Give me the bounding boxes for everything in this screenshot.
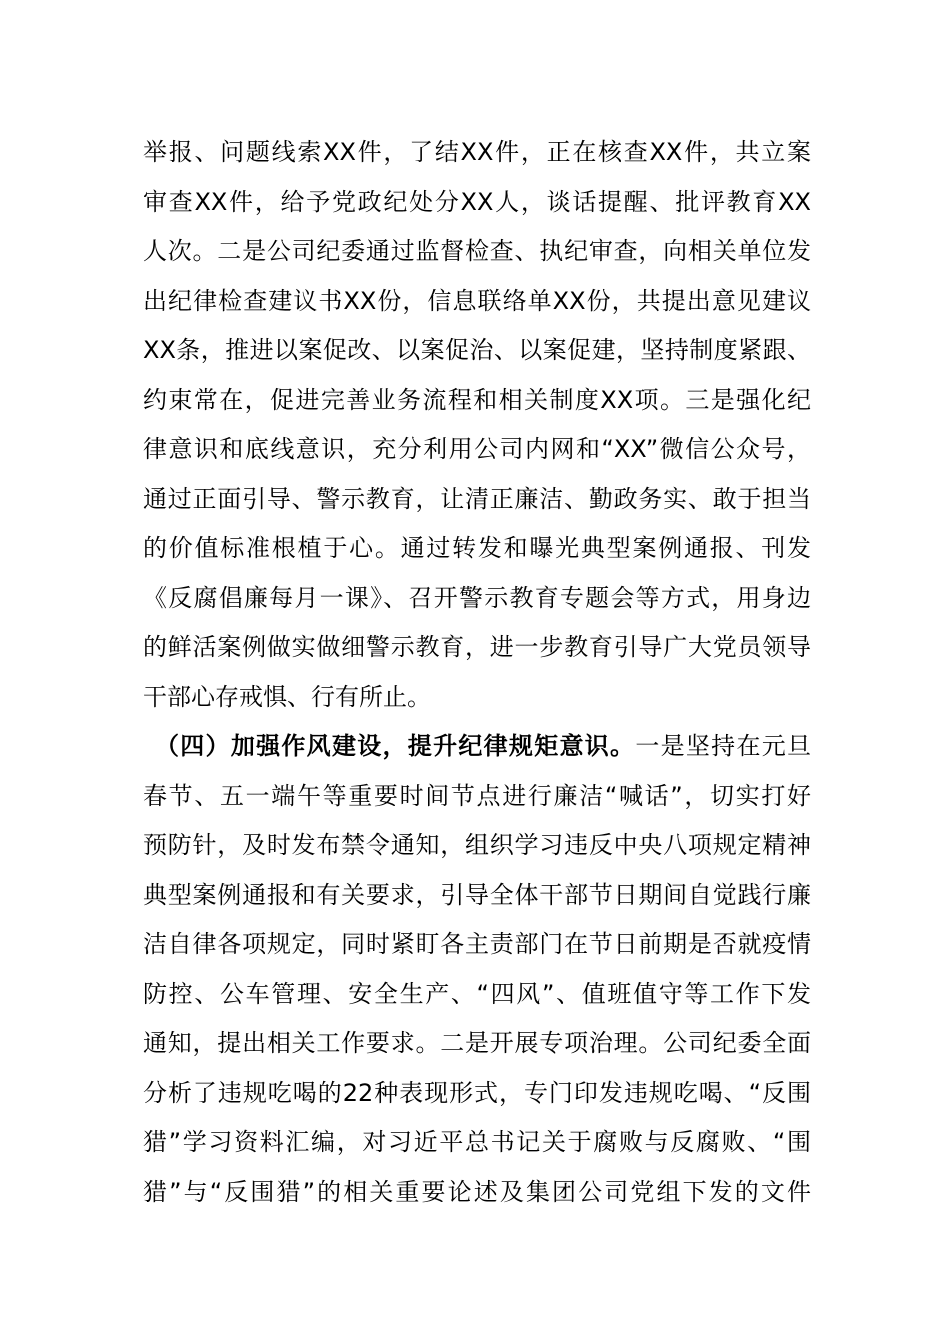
- paragraph-line: 典型案例通报和有关要求，引导全体干部节日期间自觉践行廉: [143, 880, 811, 909]
- paragraph-line: 的价值标准根植于心。通过转发和曝光典型案例通报、刊发: [143, 534, 811, 562]
- paragraph-line: 通知，提出相关工作要求。二是开展专项治理。公司纪委全面: [143, 1029, 811, 1057]
- paragraph-line: 分析了违规吃喝的22种表现形式，专门印发违规吃喝、“反围: [143, 1078, 811, 1107]
- paragraph-line: 人次。二是公司纪委通过监督检查、执纪审查，向相关单位发: [143, 237, 811, 265]
- paragraph-line: 洁自律各项规定，同时紧盯各主责部门在节日前期是否就疫情: [143, 930, 811, 958]
- paragraph-line: 《反腐倡廉每月一课》、召开警示教育专题会等方式，用身边: [143, 583, 811, 612]
- document-body: [143, 128, 811, 1217]
- paragraph-line: 出纪律检查建议书XX份，信息联络单XX份，共提出意见建议: [143, 286, 811, 315]
- section-first-line-text: 一是坚持在元旦: [635, 732, 812, 760]
- paragraph-line: 春节、五一端午等重要时间节点进行廉洁“喊话”，切实打好: [143, 781, 811, 810]
- paragraph-line: 举报、问题线索XX件，了结XX件，正在核查XX件，共立案: [143, 138, 811, 166]
- paragraph-line: 干部心存戒惧、行有所止。: [143, 682, 431, 711]
- paragraph-line: XX条，推进以案促改、以案促治、以案促建，坚持制度紧跟、: [143, 336, 811, 364]
- paragraph-line: 律意识和底线意识，充分利用公司内网和“XX”微信公众号，: [143, 435, 811, 463]
- paragraph-line: 猎”与“反围猎”的相关重要论述及集团公司党组下发的文件: [143, 1177, 811, 1206]
- paragraph-line: 的鲜活案例做实做细警示教育，进一步教育引导广大党员领导: [143, 633, 811, 661]
- section-first-line: [143, 722, 811, 772]
- section-heading: （四）加强作风建设，提升纪律规矩意识。: [155, 732, 636, 760]
- paragraph-line: 猎”学习资料汇编，对习近平总书记关于腐败与反腐败、“围: [143, 1128, 811, 1156]
- paragraph-line: 审查XX件，给予党政纪处分XX人，谈话提醒、批评教育XX: [143, 187, 811, 216]
- paragraph-line: 预防针，及时发布禁令通知，组织学习违反中央八项规定精神: [143, 831, 811, 859]
- paragraph-line: 防控、公车管理、安全生产、“四风”、值班值守等工作下发: [143, 979, 811, 1008]
- paragraph-line: 约束常在，促进完善业务流程和相关制度XX项。三是强化纪: [143, 385, 811, 414]
- paragraph-line: 通过正面引导、警示教育，让清正廉洁、勤政务实、敢于担当: [143, 484, 811, 513]
